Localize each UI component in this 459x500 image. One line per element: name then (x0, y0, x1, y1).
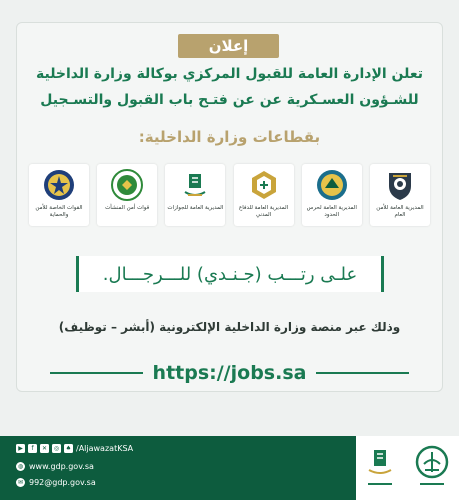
special-forces-emblem-icon (42, 168, 76, 202)
snapchat-icon[interactable]: ♠ (65, 445, 72, 452)
public-security-emblem-icon (383, 168, 417, 202)
sector-label: المديرية العامة للجوازات (167, 205, 224, 211)
website-row (16, 462, 94, 471)
sector-label: قوات أمن المنشآت (105, 205, 150, 211)
instagram-icon[interactable]: ◎ (53, 445, 60, 452)
sector-passports (165, 164, 225, 226)
rank-box (76, 256, 384, 292)
x-icon[interactable]: ✕ (41, 445, 48, 452)
sector-label: القوات الخاصة للأمن والحماية (35, 205, 83, 218)
platform-text: وذلك عبر منصة وزارة الداخلية الإلكترونية (أبشر – توظيف) (58, 320, 401, 334)
ministry-emblem-icon (414, 444, 450, 492)
facilities-security-emblem-icon (110, 168, 144, 202)
sector-label: المديرية العامة للدفاع المدني (238, 205, 289, 218)
globe-icon: ◍ (17, 463, 24, 470)
social-handle[interactable]: /AljawazatKSA (76, 444, 134, 453)
sector-label: المديرية العامة للأمن العام (376, 205, 424, 218)
border-guard-emblem-icon (315, 168, 349, 202)
divider-left (50, 372, 143, 374)
sector-facilities-security (97, 164, 157, 226)
email-link[interactable]: 992@gdp.gov.sa (29, 478, 96, 487)
email-row (16, 478, 96, 487)
website-link[interactable]: www.gdp.gov.sa (29, 462, 94, 471)
passports-emblem-icon (362, 444, 398, 492)
sector-special-forces (29, 164, 89, 226)
facebook-icon[interactable]: f (28, 444, 37, 453)
sectors-heading: بقطاعات وزارة الداخلية: (138, 128, 321, 146)
sector-label: المديرية العامة لحرس الحدود (306, 205, 357, 218)
announcement-badge: إعلان (178, 34, 279, 58)
civil-defense-emblem-icon (247, 168, 281, 202)
sector-public-security (370, 164, 430, 226)
footer-emblems (356, 436, 459, 500)
sector-logos (29, 164, 430, 226)
social-links (16, 444, 133, 453)
jobs-link-row (50, 360, 409, 386)
mail-icon: ✉ (17, 479, 24, 486)
footer (0, 436, 459, 500)
passports-emblem-icon (178, 168, 212, 202)
jobs-link[interactable]: https://jobs.sa (152, 362, 307, 384)
youtube-icon[interactable]: ▶ (16, 444, 25, 453)
divider-right (316, 372, 409, 374)
announcement-title-line-2: للشـؤون العسـكرية عن عن فتـح باب القبول والتسـجيل (40, 92, 419, 108)
rank-text: علـى رتـــب (جـنـدي) للـــرجـــال. (102, 263, 358, 285)
sector-border-guard (302, 164, 362, 226)
sector-civil-defense (234, 164, 294, 226)
announcement-title-line-1: تعلن الإدارة العامة للقبول المركزي بوكالة وزارة الداخلية (35, 66, 424, 82)
